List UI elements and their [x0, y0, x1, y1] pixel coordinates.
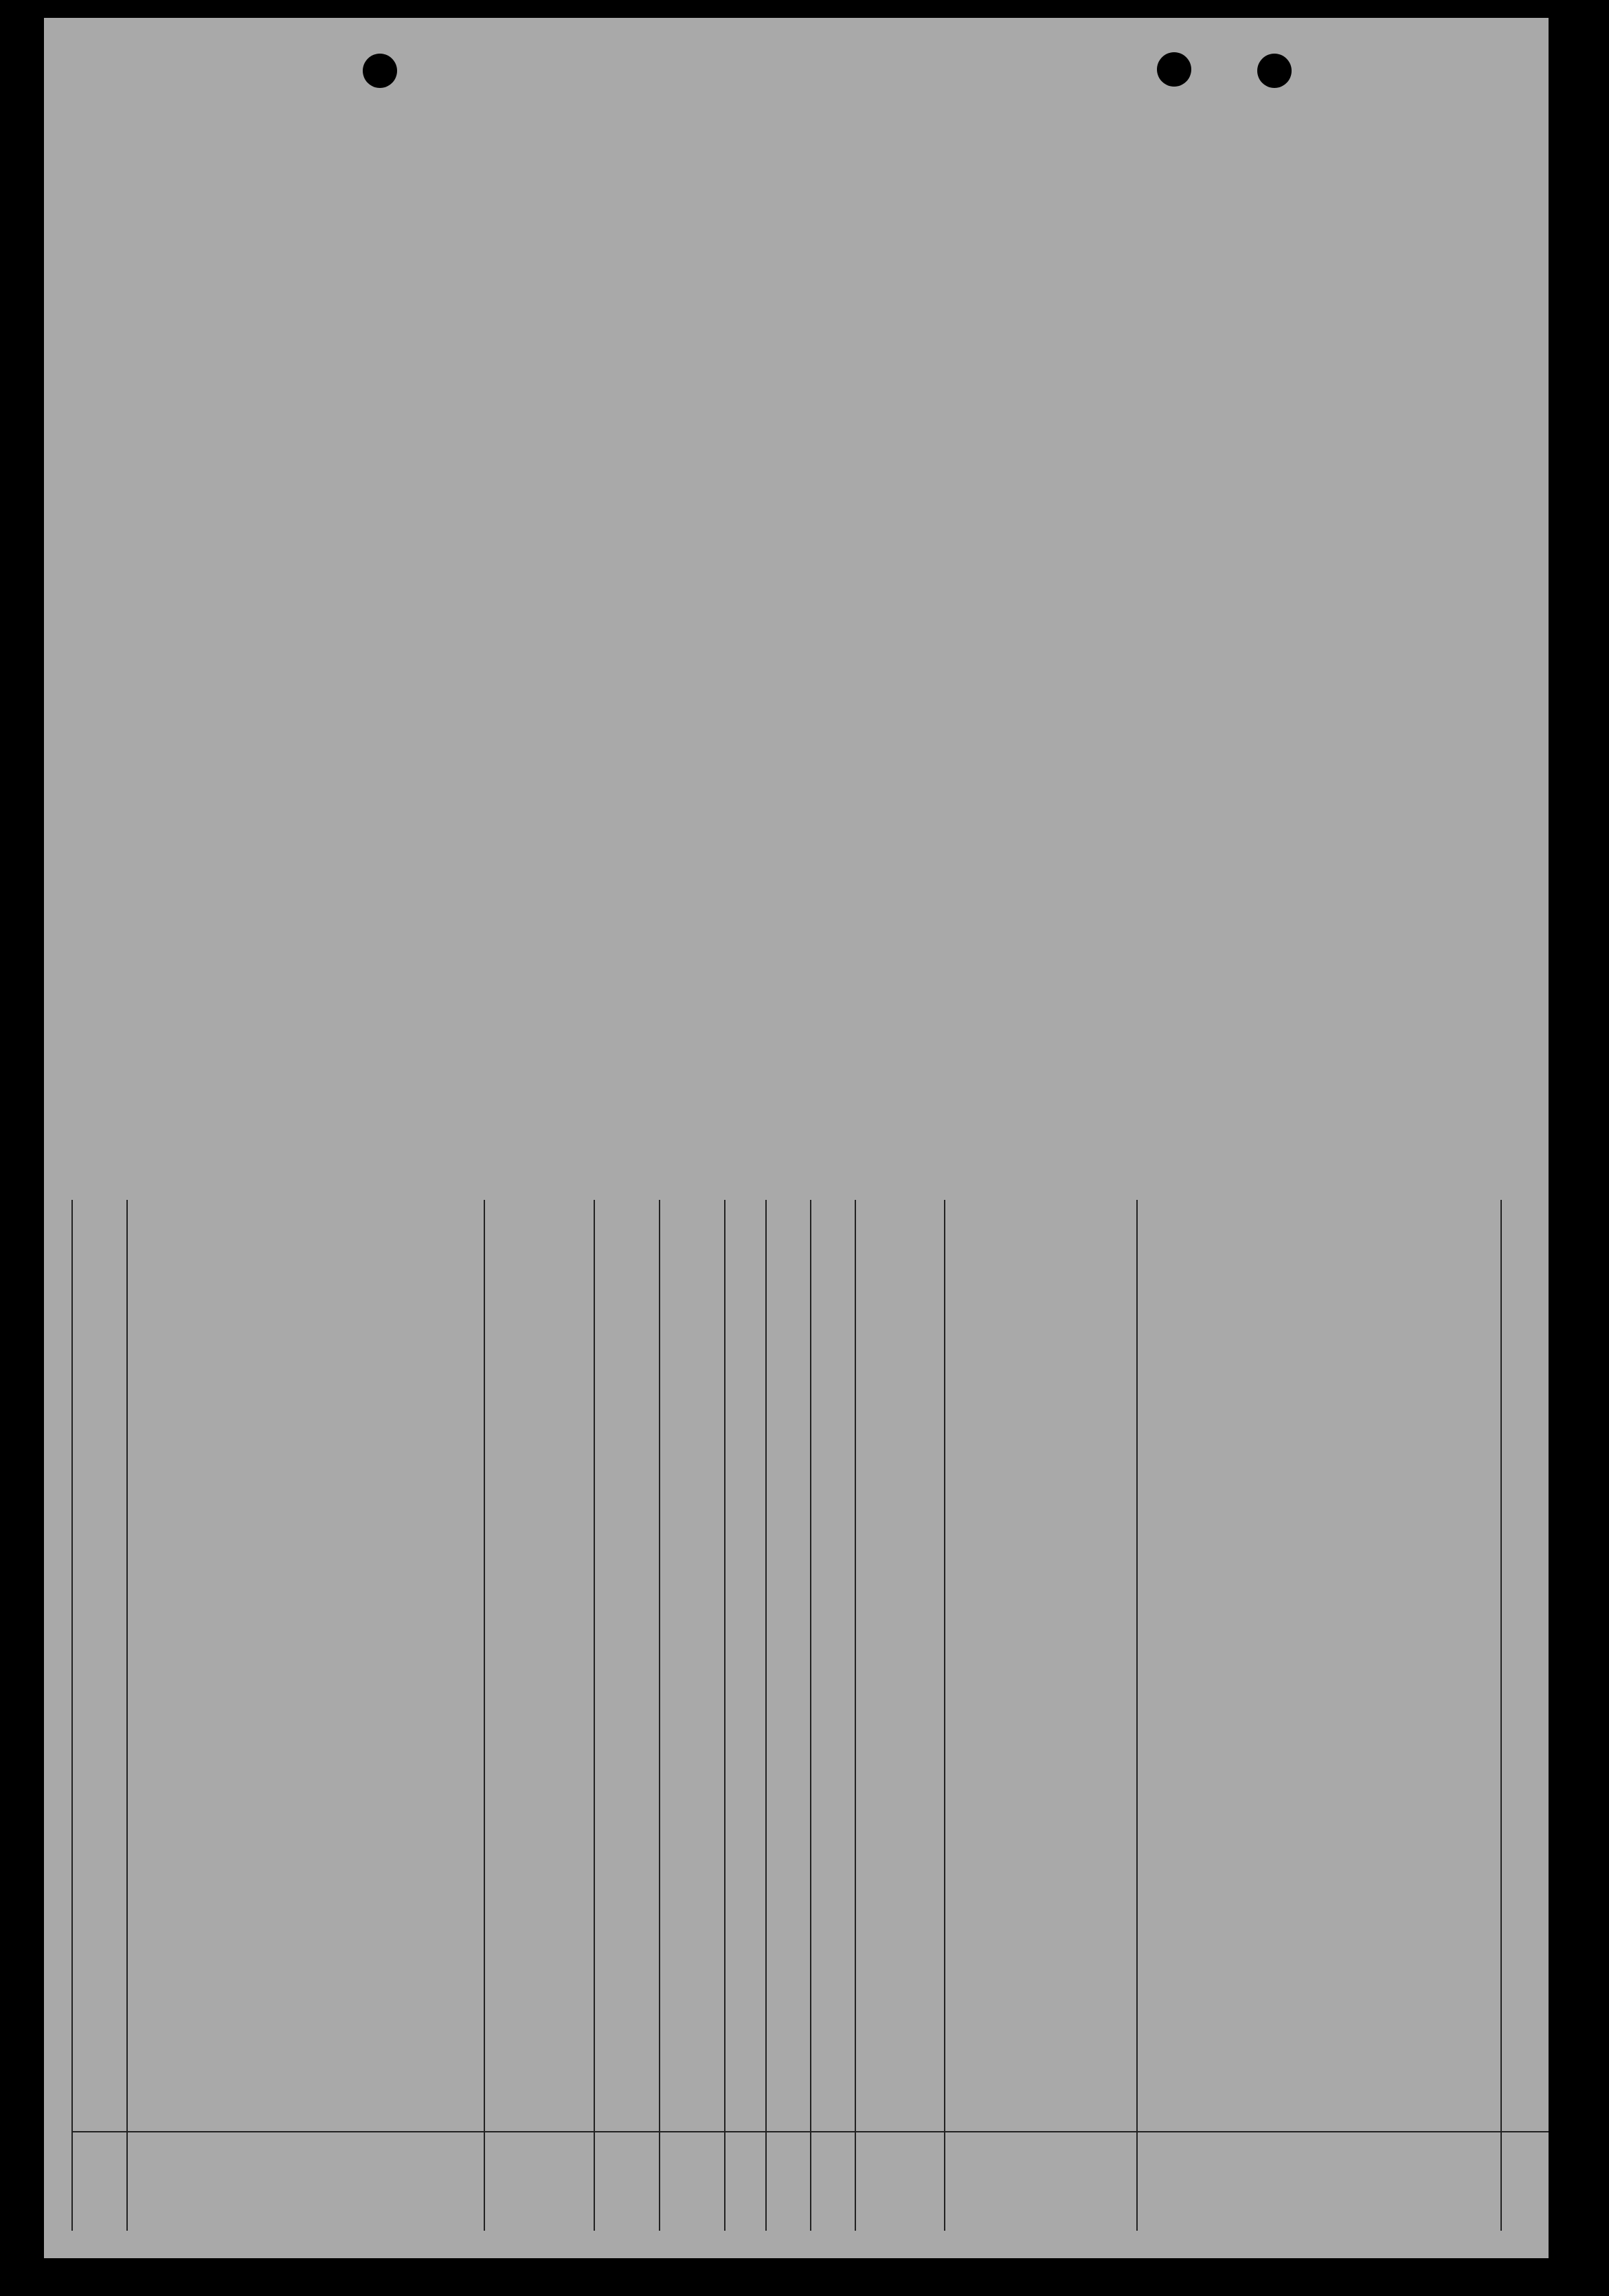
punch-hole — [363, 54, 397, 88]
crew-list-form-sheet — [44, 18, 1549, 2258]
punch-hole — [1157, 52, 1191, 87]
crew-table — [71, 1200, 1549, 2231]
punch-hole — [1257, 54, 1292, 88]
